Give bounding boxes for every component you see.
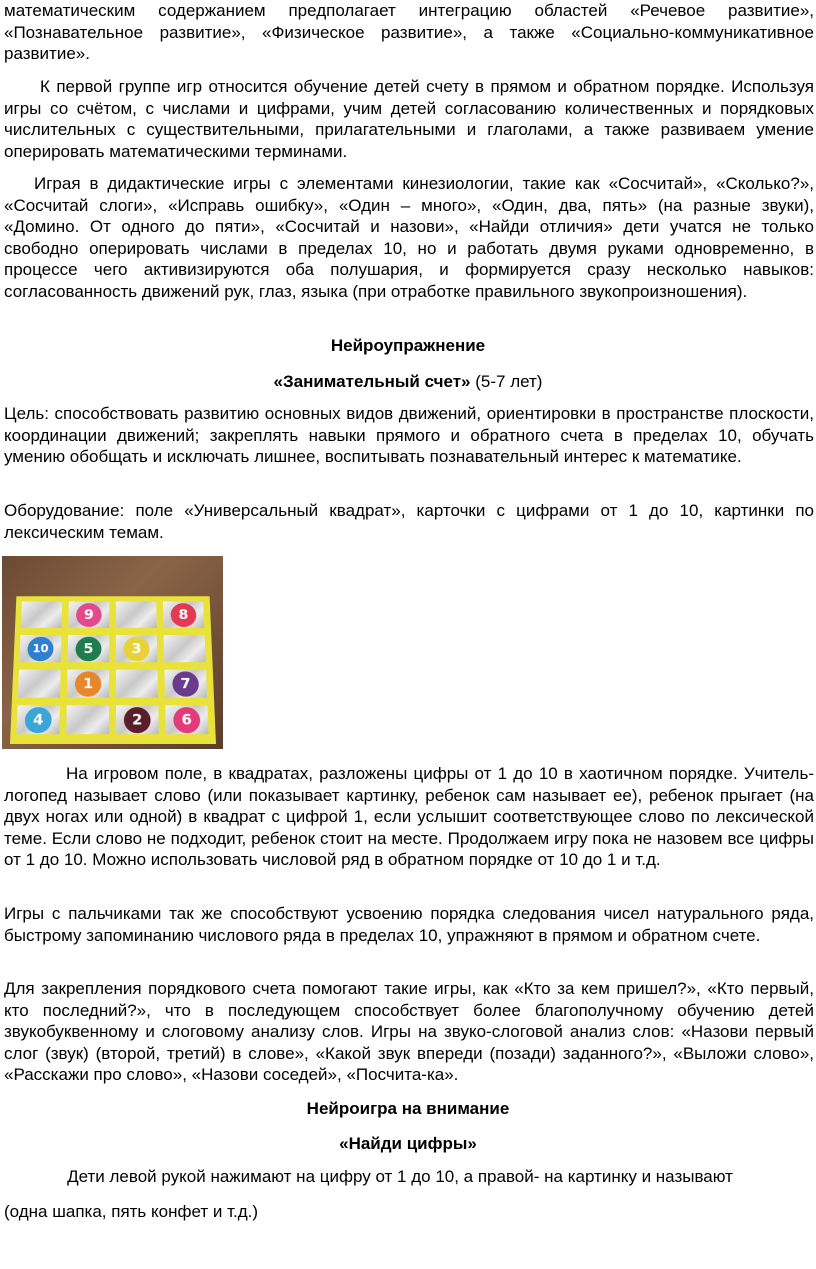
paragraph-didactic-games: Играя в дидактические игры с элементами кинезиологии, такие как «Сосчитай», «Сколько?», «Сосчитай слоги», «Исправь ошибку», «Один – много», «Один, два, пять» (на разные звуки), «Домино. От одного до пяти», «Сосчитай и назови», «Найди отличия» дети учатся не только свободно оперировать числами в пределах 10, но и работать двумя руками одновременно, в процессе чего активизируются оба полушария, и формируется сразу несколько навыков: согласованность движений рук, глаз, языка (при отработке правильного звукопроизношения). <box>4 174 814 301</box>
goal-text: способствовать развитию основных видов движений, ориентировки в пространстве плоскости, координации движений; закреплять навыки прямого и обратного счета в пределах 10, обучать умению обобщать и исключать лишнее, воспитывать познавательный интерес к математике. <box>4 404 814 466</box>
paragraph-intro-continuation: математическим содержанием предполагает интеграцию областей «Речевое развитие», «Познавательное развитие», «Физическое развитие», а также «Социально-коммуникативное развитие». <box>4 1 814 63</box>
number-card-4: 4 <box>24 707 52 733</box>
number-card-8: 8 <box>170 603 196 627</box>
paragraph-finger-games: Игры с пальчиками так же способствуют усвоению порядка следования чисел натурального ряда, быстрому запоминанию числового ряда в пределах 10, упражняют в прямом и обратном счете. <box>4 904 814 945</box>
number-card-6: 6 <box>173 707 201 733</box>
paragraph-equipment: Оборудование: поле «Универсальный квадрат», карточки с цифрами от 1 до 10, картинки по лексическим темам. <box>4 501 814 542</box>
number-card-2: 2 <box>124 707 151 733</box>
board-cell <box>19 635 61 662</box>
board-cell <box>16 705 59 734</box>
board-cell <box>68 635 110 662</box>
paragraph-game-description: На игровом поле, в квадратах, разложены цифры от 1 до 10 в хаотичном порядке. Учитель-логопед называет слово (или показывает картинку, ребенок сам называет ее), ребенок прыгает (на двух ногах или одной) в квадрат с цифрой 1, если услышит соответствующее слово по лексической теме. Если слово не подходит, ребенок стоит на месте. Продолжаем игру пока не назовем все цифры от 1 до 10. Можно использовать числовой ряд в обратном порядке от 10 до 1 и т.д. <box>4 764 814 869</box>
board-cell <box>18 670 61 698</box>
heading-neuroexercise: Нейроупражнение <box>330 336 486 355</box>
board-cell <box>164 635 206 662</box>
heading-neurogame-attention: Нейроигра на внимание <box>306 1099 510 1118</box>
board-cell <box>67 670 109 698</box>
board-cell <box>116 705 159 734</box>
game-title-line <box>0 371 816 393</box>
game-title: «Занимательный счет» <box>273 372 471 391</box>
board-cell <box>163 601 204 627</box>
paragraph-goal <box>4 403 814 468</box>
board-cell <box>116 670 158 698</box>
game2-title: «Найди цифры» <box>339 1134 477 1153</box>
number-card-5: 5 <box>75 636 101 661</box>
number-card-1: 1 <box>75 671 102 696</box>
board-cell <box>116 635 158 662</box>
game-board <box>10 596 216 744</box>
game2-line1: Дети левой рукой нажимают на цифру от 1 до 10, а правой- на картинку и называют <box>67 1167 733 1186</box>
number-card-10: 10 <box>27 636 54 661</box>
board-cell <box>21 601 63 627</box>
game-age: (5-7 лет) <box>470 372 543 391</box>
paragraph-first-group: К первой группе игр относится обучение детей счету в прямом и обратном порядке. Используя игры со счётом, с числами и цифрами, учим детей согласованию количественных и порядковых числительных с существительными, прилагательными и глаголами, а также развиваем умение оперировать математическими терминами. <box>4 77 814 161</box>
board-cell <box>66 705 109 734</box>
board-cell <box>116 601 157 627</box>
number-card-3: 3 <box>124 636 150 661</box>
universal-square-photo <box>2 556 223 749</box>
goal-label: Цель: <box>4 404 49 423</box>
board-cell <box>165 705 208 734</box>
number-card-7: 7 <box>172 671 199 696</box>
game2-line2: (одна шапка, пять конфет и т.д.) <box>4 1202 259 1221</box>
board-cell <box>68 601 109 627</box>
paragraph-ordinal-counting: Для закрепления порядкового счета помогают такие игры, как «Кто за кем пришел?», «Кто первый, кто последний?», что в последующем способствует более благополучному обучению детей звукобуквенному и слоговому анализу слов. Игры на звуко-слоговой анализ слов: «Назови первый слог (звук) (второй, третий) в слове», «Какой звук впереди (позади) заданного?», «Выложи слово», «Расскажи про слово», «Назови соседей», «Посчита-ка». <box>4 979 814 1084</box>
board-cell <box>164 670 207 698</box>
number-card-9: 9 <box>76 603 102 627</box>
